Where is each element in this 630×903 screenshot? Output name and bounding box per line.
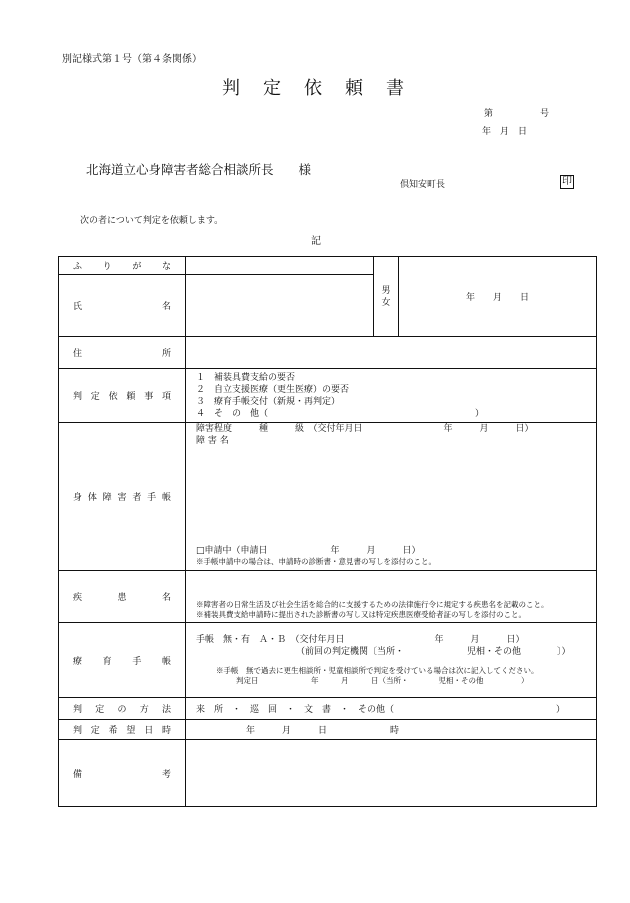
physical-book-field[interactable]: [186, 423, 597, 571]
disease-note: ※障害者の日常生活及び社会生活を総合的に支援するための法律施行令に規定する疾患名を記載のこと。: [196, 600, 549, 609]
furigana-field[interactable]: [186, 257, 374, 275]
seal-stamp: 印: [562, 176, 572, 187]
form-label: 別記様式第１号（第４条関係）: [62, 54, 202, 65]
page-title: 判定依頼書: [222, 78, 427, 99]
request-items-label: 判定依頼事項: [59, 369, 186, 423]
request-items-field[interactable]: [186, 369, 597, 423]
rehab-note: 判定日 年 月 日（当所・ 児相・その他 ）: [236, 676, 529, 685]
sex-male: 男: [381, 285, 391, 296]
intro-text: 次の者について判定を依頼します。: [80, 216, 224, 226]
request-form-table: [58, 256, 597, 807]
physical-note: ※手帳申請中の場合は、申請時の診断書・意見書の写しを添付のこと。: [196, 557, 436, 566]
desired-date-label: 判定希望日時: [59, 720, 186, 740]
rehab-book-label: 療育手帳: [59, 623, 186, 698]
remarks-field[interactable]: [186, 740, 597, 807]
physical-apply-line[interactable]: □申請中（申請日 年 月 日）: [196, 546, 421, 556]
sex-cell[interactable]: [374, 257, 399, 337]
birth-date-field[interactable]: 年 月 日: [399, 257, 597, 337]
disease-note: ※補装具費支給申請時に提出された診断書の写し又は特定疾患医療受給者証の写しを添付のこと。: [196, 610, 526, 619]
number-unit: 号: [540, 109, 550, 119]
addressee: 北海道立心身障害者総合相談所長 様: [86, 162, 312, 177]
physical-book-label: 身体障害者手帳: [59, 423, 186, 571]
physical-grade-line: 障害程度 種 級 （交付年月日 年 月 日）: [196, 424, 534, 434]
rehab-line: 手帳 無・有 Ａ・Ｂ （交付年月日 年 月 日）: [196, 635, 525, 645]
sex-female: 女: [381, 297, 391, 308]
issuer: 倶知安町長: [400, 180, 446, 190]
date-line: 年 月 日: [482, 127, 528, 137]
method-field[interactable]: 来 所 ・ 巡 回 ・ 文 書 ・ その他（ ）: [186, 698, 597, 720]
request-option[interactable]: ４ そ の 他（ ）: [196, 408, 485, 419]
request-option[interactable]: １ 補装具費支給の要否: [196, 372, 296, 383]
address-label: 住所: [59, 337, 186, 369]
rehab-note: ※手帳 無で過去に更生相談所・児童相談所で判定を受けている場合は次に記入してください。: [216, 666, 539, 675]
address-field[interactable]: [186, 337, 597, 369]
remarks-label: 備考: [59, 740, 186, 807]
request-option[interactable]: ２ 自立支援医療（更生医療）の要否: [196, 384, 350, 395]
rehab-book-field[interactable]: [186, 623, 597, 698]
disease-field[interactable]: [186, 571, 597, 623]
method-label: 判定の方法: [59, 698, 186, 720]
disease-label: 疾患名: [59, 571, 186, 623]
rehab-line: （前回の判定機関〔当所・ 児相・その他 〕）: [296, 647, 571, 657]
furigana-label: ふりがな: [59, 257, 186, 275]
number-label: 第: [484, 109, 494, 119]
ki-label: 記: [311, 236, 321, 247]
desired-date-field[interactable]: 年 月 日 時: [186, 720, 597, 740]
name-field[interactable]: [186, 275, 374, 337]
request-option[interactable]: ３ 療育手帳交付（新規・再判定）: [196, 396, 341, 407]
name-label: 氏名: [59, 275, 186, 337]
physical-disability-line: 障 害 名: [196, 436, 229, 446]
